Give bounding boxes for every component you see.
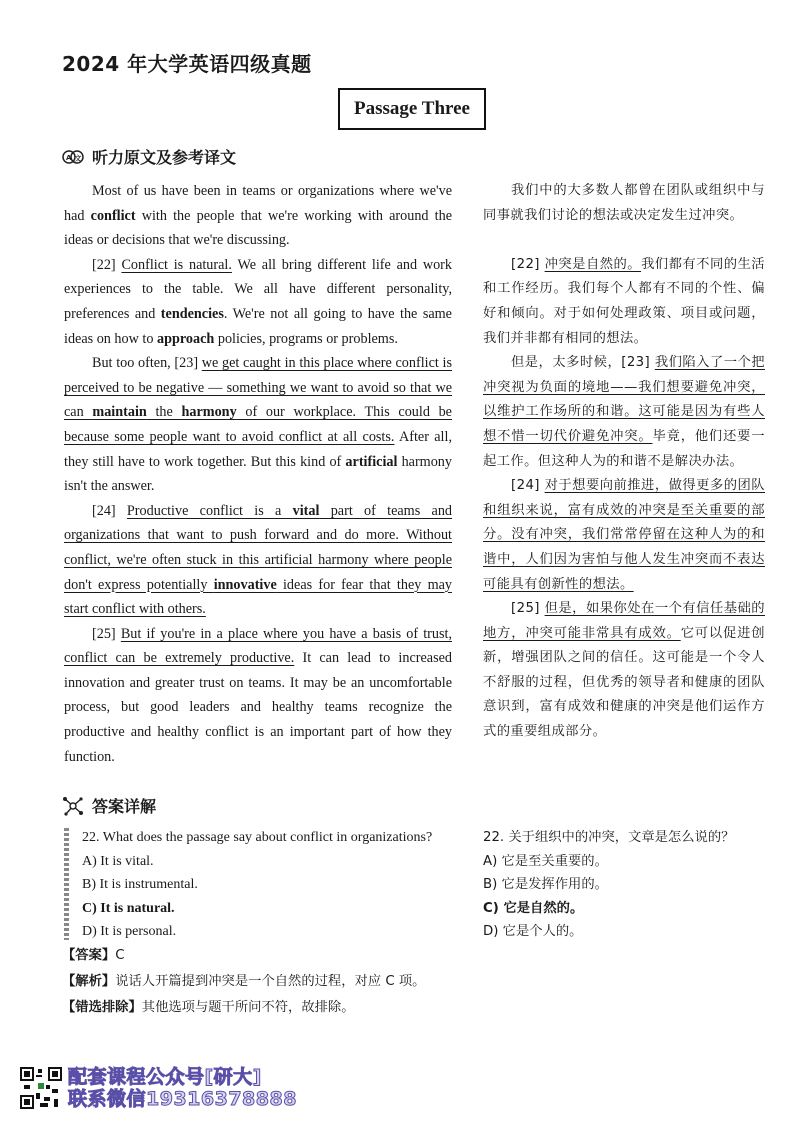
- page-title: 2024 年大学英语四级真题: [62, 52, 312, 76]
- chinese-translation: [483, 179, 765, 745]
- headphones-icon: [62, 147, 84, 167]
- answer-line: 【答案】C: [62, 948, 125, 963]
- zh-paragraph-5: [25] 但是，如果你处在一个有信任基础的地方，冲突可能非常具有成效。它可以促进创新，增强团队之间的信任。这可能是一个令人不舒服的过程，但优秀的领导者和健康的团队意识到，富有成效和健康的冲突是他们运作方式的重要组成部分。: [483, 601, 765, 740]
- option-c: C) 它是自然的。: [483, 900, 584, 916]
- svg-text:文: 文: [74, 154, 82, 162]
- option-c: C) It is natural.: [82, 900, 175, 916]
- section-title: 听力原文及参考译文: [92, 148, 237, 167]
- option-b: B) It is instrumental.: [82, 877, 198, 892]
- question-english: [82, 826, 432, 944]
- option-d: D) It is personal.: [82, 924, 177, 939]
- molecule-icon: [62, 796, 84, 816]
- analysis-line: 【解析】说话人开篇提到冲突是一个自然的过程，对应 C 项。: [62, 974, 426, 989]
- promo-watermark: [20, 1066, 297, 1110]
- zh-paragraph-2: [22] 冲突是自然的。我们都有不同的生活和工作经历。我们每个人都有不同的个性、偏好和倾向。对于如何处理政策、项目或问题，我们并非都有相同的想法。: [483, 256, 765, 346]
- option-b: B) 它是发挥作用的。: [483, 877, 608, 892]
- option-a: A) 它是至关重要的。: [483, 853, 608, 869]
- en-paragraph-3: But too often, [23] we get caught in this place where conflict is perceived to be negative — something we want to avoid so that we can maintain the harmony of our workplace. This could be because some people want to avoid conflict at all costs. After all, they still have to work together. But this kind of artificial harmony isn't the answer.: [64, 355, 453, 495]
- en-paragraph-5: [25] But if you're in a place where you have a basis of trust, conflict can be extremely productive. It can lead to increased innovation and greater trust on teams. It may be an uncomfortable process, but good leaders and healthy teams recognize the productive and healthy conflict is an important part of how they function.: [64, 625, 453, 765]
- svg-text:A: A: [66, 153, 72, 162]
- question-chinese: [483, 826, 734, 944]
- promo-text: 配套课程公众号[研大] 联系微信19316378888: [68, 1066, 297, 1110]
- zh-paragraph-3: 但是，太多时候，[23] 我们陷入了一个把冲突视为负面的境地——我们想要避免冲突，以维护工作场所的和谐。这可能是因为有些人想不惜一切代价避免冲突。毕竟，他们还要一起工作。但这种人为的和谐不是解决办法。: [483, 355, 765, 469]
- en-paragraph-4: [24] Productive conflict is a vital part of teams and organizations that want to push forward and do more. Without conflict, we're often stuck in this artificial harmony where people don't express potentially innovative ideas for fear that they may start conflict with others.: [64, 502, 453, 618]
- option-d: D) 它是个人的。: [483, 924, 583, 939]
- qr-code-icon: [20, 1067, 62, 1109]
- option-a: A) It is vital.: [82, 853, 154, 869]
- passage-label: Passage Three: [338, 88, 486, 130]
- section-title: 答案详解: [92, 797, 157, 816]
- section-heading-transcript: [62, 145, 236, 168]
- question-stem: 22. What does the passage say about conflict in organizations?: [82, 830, 433, 845]
- zh-paragraph-1: 我们中的大多数人都曾在团队或组织中与同事就我们讨论的想法或决定发生过冲突。: [483, 183, 765, 223]
- zh-paragraph-4: [24] 对于想要向前推进，做得更多的团队和组织来说，富有成效的冲突是至关重要的部分。没有冲突，我们常常停留在这种人为的和谐中，人们因为害怕与他人发生冲突而不表达可能具有创新性的想法。: [483, 478, 765, 592]
- english-transcript: [64, 179, 452, 769]
- exclusion-line: 【错选排除】其他选项与题干所问不符，故排除。: [62, 1000, 355, 1015]
- question-marker-bar: [64, 828, 69, 940]
- en-paragraph-2: [22] Conflict is natural. We all bring different life and work experiences to the table. We all have different personality, preferences and tendencies. We're not all going to have the same ideas on how to approach policies, programs or problems.: [64, 256, 452, 347]
- en-paragraph-1: Most of us have been in teams or organizations where we've had conflict with the people that we're working with around the ideas or decisions that we're discussing.: [64, 183, 452, 249]
- question-stem: 22. 关于组织中的冲突，文章是怎么说的？: [483, 830, 735, 845]
- section-heading-answers: [62, 794, 156, 817]
